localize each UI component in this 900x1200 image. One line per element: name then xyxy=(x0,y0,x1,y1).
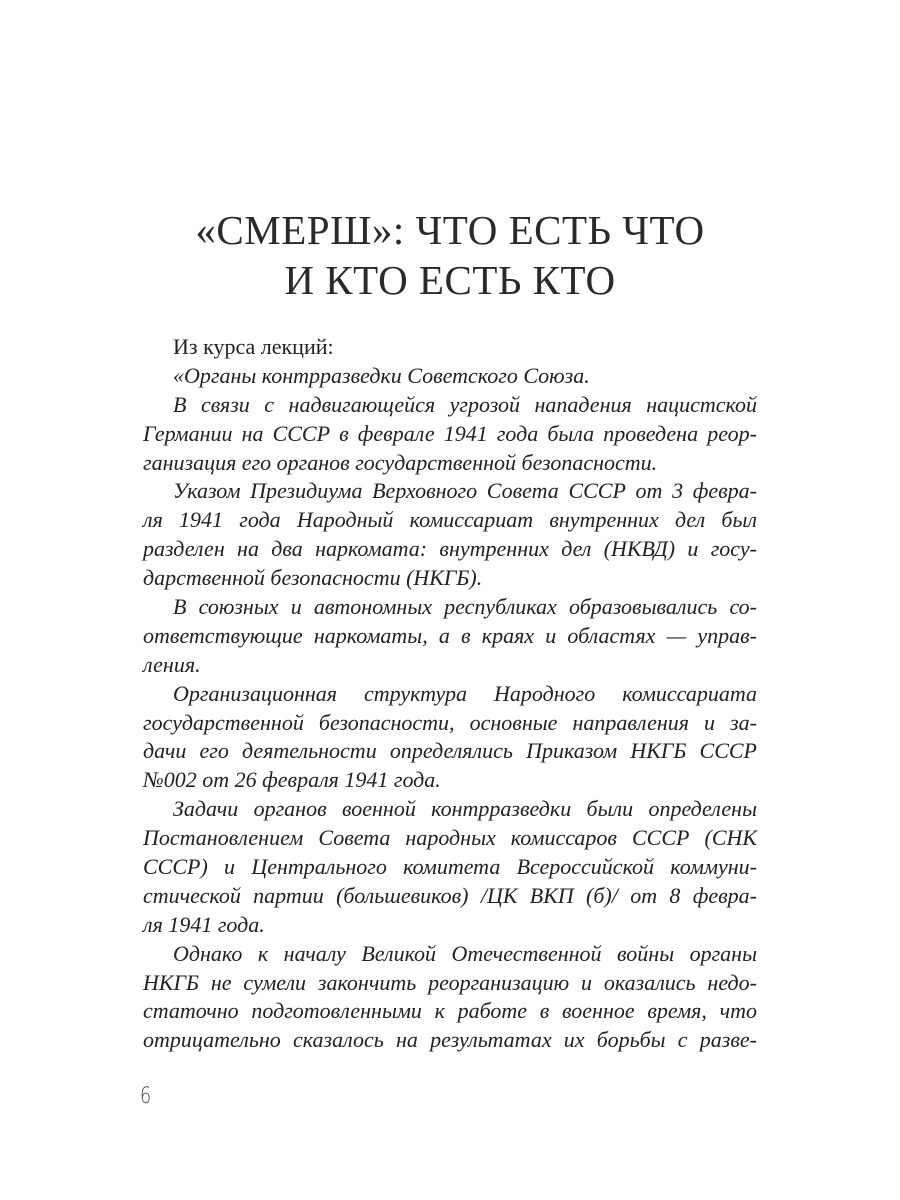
text-line: государственной безопасности, основные направления и за- xyxy=(143,709,757,735)
text-line: Однако к началу Великой Отечественной войны органы xyxy=(173,940,757,966)
paragraph xyxy=(143,391,757,478)
text-line: разделен на два наркомата: внутренних дел (НКВД) и госу- xyxy=(143,536,757,562)
text-line: В союзных и автономных республиках образовывались со- xyxy=(173,594,757,620)
paragraph xyxy=(143,333,757,362)
text-line: дарственной безопасности (НКГБ). xyxy=(143,565,483,591)
text-line: ля 1941 года. xyxy=(143,911,265,937)
text-line: Германии на СССР в феврале 1941 года была проведена реор- xyxy=(143,420,757,446)
body-text xyxy=(143,333,757,1055)
paragraph xyxy=(143,362,757,391)
paragraph xyxy=(143,477,757,593)
text-line: Задачи органов военной контрразведки были определены xyxy=(173,796,757,822)
text-line: Указом Президиума Верховного Совета СССР от 3 февра- xyxy=(173,478,757,504)
paragraph xyxy=(143,680,757,796)
text-line: №002 от 26 февраля 1941 года. xyxy=(143,767,441,793)
text-line: стической партии (большевиков) /ЦК ВКП (б)/ от 8 февра- xyxy=(143,882,757,908)
text-line: Организационная структура Народного комиссариата xyxy=(173,680,757,706)
text-line: ответствующие наркоматы, а в краях и областях — управ- xyxy=(143,622,757,648)
text-line: СССР) и Центрального комитета Всероссийской коммуни- xyxy=(143,854,757,880)
text-line: ления. xyxy=(143,651,201,677)
text-line: Постановлением Совета народных комиссаров СССР (СНК xyxy=(143,825,757,851)
chapter-title-line: «СМЕРШ»: ЧТО ЕСТЬ ЧТО xyxy=(195,207,705,253)
text-line: В связи с надвигающейся угрозой нападения нацистской xyxy=(173,391,757,417)
text-line: ля 1941 года Народный комиссариат внутренних дел был xyxy=(143,507,757,533)
paragraph xyxy=(143,593,757,680)
text-line: статочно подготовленными к работе в военное время, что xyxy=(143,998,757,1024)
chapter-title xyxy=(0,205,900,305)
text-line: отрицательно сказалось на результатах их борьбы с разве- xyxy=(143,1027,757,1053)
paragraph xyxy=(143,940,757,1056)
text-line: ганизация его органов государственной безопасности. xyxy=(143,449,658,475)
text-line: Из курса лекций: xyxy=(173,334,334,359)
chapter-title-line: И КТО ЕСТЬ КТО xyxy=(284,257,616,303)
paragraph xyxy=(143,795,757,939)
text-line: «Органы контрразведки Советского Союза. xyxy=(173,362,590,388)
text-line: дачи его деятельности определялись Приказом НКГБ СССР xyxy=(143,738,757,764)
text-line: НКГБ не сумели закончить реорганизацию и оказались недо- xyxy=(143,969,757,995)
page-number: 6 xyxy=(140,1084,152,1109)
